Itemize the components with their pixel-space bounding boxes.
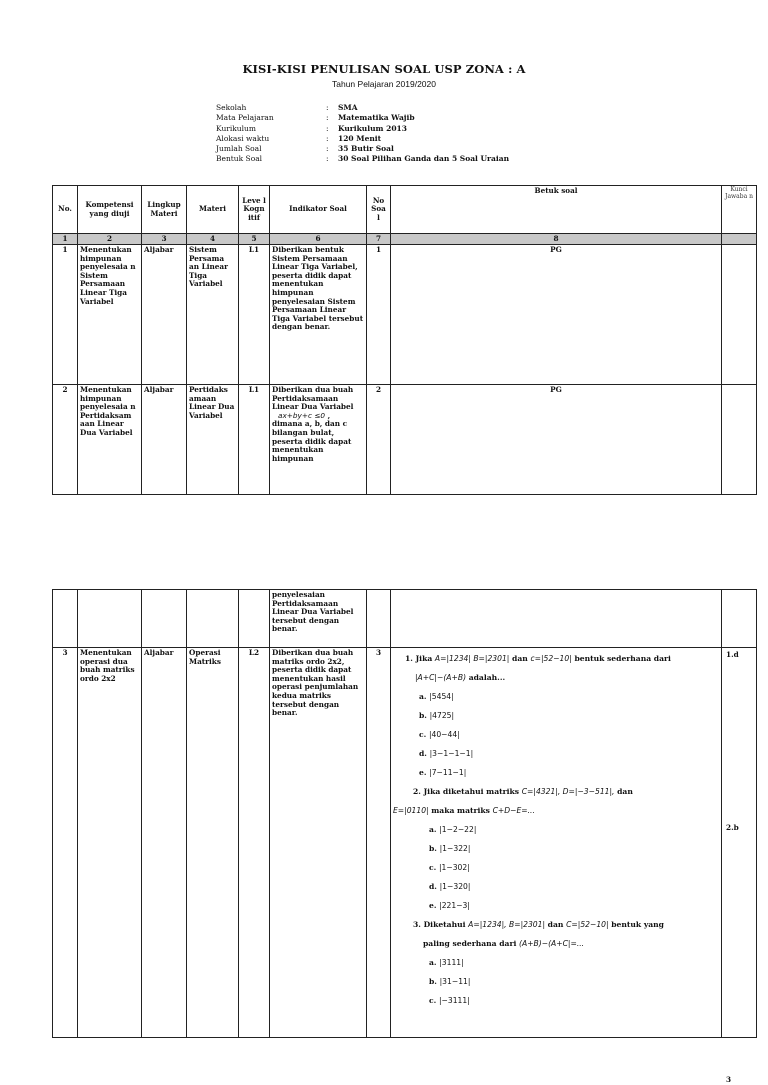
question-formula: (A+B)−(A+C|=... — [519, 939, 585, 948]
page-title: KISI-KISI PENULISAN SOAL USP ZONA : A — [242, 62, 526, 76]
option-value: |1−322| — [439, 844, 471, 853]
option-label: c. — [429, 863, 437, 872]
cont-cell — [142, 590, 187, 648]
row-kunci — [722, 648, 757, 1084]
kunci-answer: 3 — [726, 1075, 732, 1084]
row-bentuk: PG — [391, 245, 722, 385]
question-stem-cont — [393, 934, 719, 953]
option-value: |3−1−1−1| — [429, 749, 474, 758]
col-number: 3 — [142, 234, 187, 245]
question-text: paling sederhana dari — [423, 939, 517, 948]
row-no: 1 — [53, 245, 78, 385]
row-lingkup: Aljabar — [142, 385, 187, 495]
row-lingkup: Aljabar — [142, 648, 187, 1038]
row-kompetensi: Menentukan himpunan penyelesaia n Sistem Persamaan Linear Tiga Variabel — [78, 245, 142, 385]
col-number: 8 — [391, 234, 722, 245]
row-kunci — [722, 385, 757, 495]
row-indikator: Diberikan dua buah matriks ordo 2x2, peserta didik dapat menentukan hasil operasi penjumlahan kedua matriks tersebut dengan benar. — [270, 648, 367, 1038]
option-label: c. — [419, 730, 427, 739]
row-kompetensi: Menentukan operasi dua buah matriks ordo 2x2 — [78, 648, 142, 1038]
question-text: dan — [512, 654, 528, 663]
question-stem — [393, 915, 719, 934]
header-materi: Materi — [187, 186, 239, 234]
question-formula: C=|4321|, D=|−3−511|, — [521, 787, 615, 796]
option-value: |1−302| — [438, 863, 470, 872]
answer-option — [393, 858, 719, 877]
info-row — [216, 124, 509, 134]
info-key: Mata Pelajaran — [216, 113, 274, 123]
header-kunci: Kunci Jawaba n — [722, 186, 757, 234]
info-key: Bentuk Soal — [216, 154, 263, 164]
page-subtitle: Tahun Pelajaran 2019/2020 — [332, 79, 436, 89]
answer-option — [393, 763, 719, 782]
header-level: Leve l Kogn itif — [239, 186, 270, 234]
row-nosoal: 2 — [367, 385, 391, 495]
question-text: maka matriks — [431, 806, 490, 815]
answer-option — [393, 687, 719, 706]
question-formula: C=|52−10| — [566, 920, 609, 929]
answer-option — [393, 725, 719, 744]
question-formula: C+D−E=... — [492, 806, 535, 815]
question-text: dan — [617, 787, 633, 796]
option-value: |1−320| — [439, 882, 471, 891]
question-text: bentuk sederhana dari — [574, 654, 671, 663]
option-value: |31−11| — [439, 977, 471, 986]
row-indikator: Diberikan bentuk Sistem Persamaan Linear Tiga Variabel, peserta didik dapat menentukan himpunan penyelesaian Sistem Persamaan Linear Tiga Variabel tersebut dengan benar. — [270, 245, 367, 385]
row-lingkup: Aljabar — [142, 245, 187, 385]
answer-option — [393, 820, 719, 839]
info-value: 120 Menit — [338, 133, 382, 143]
cont-cell — [53, 590, 78, 648]
option-value: |−3111| — [438, 996, 470, 1005]
question-formula: A=|1234|, B=|2301| — [468, 920, 546, 929]
option-value: |40−44| — [428, 730, 460, 739]
info-value: SMA — [338, 103, 358, 112]
col-number: 1 — [53, 234, 78, 245]
question-formula: E=|0110| — [393, 806, 429, 815]
row-kompetensi: Menentukan himpunan penyelesaia n Pertidaksam aan Linear Dua Variabel — [78, 385, 142, 495]
option-label: d. — [419, 749, 427, 758]
col-number: 2 — [78, 234, 142, 245]
row-level: L2 — [239, 648, 270, 1038]
info-key: Alokasi waktu — [216, 133, 270, 143]
question-formula: A=|1234| B=|2301| — [434, 654, 510, 663]
question-text: Jika — [415, 654, 433, 663]
option-value: |5454| — [429, 692, 454, 701]
row-kunci — [722, 245, 757, 385]
option-value: |4725| — [429, 711, 455, 720]
question-stem — [393, 649, 719, 668]
question-stem-cont — [393, 801, 719, 820]
answer-option — [393, 877, 719, 896]
row-no: 2 — [53, 385, 78, 495]
row-indikator: penyelesaian Pertidaksamaan Linear Dua Variabel tersebut dengan benar. — [270, 590, 367, 648]
indikator-text: Diberikan dua buah Pertidaksamaan Linear Dua Variabel — [272, 385, 354, 412]
cont-cell — [78, 590, 142, 648]
answer-option — [393, 706, 719, 725]
info-row — [216, 154, 509, 164]
question-number: 1. — [405, 654, 413, 663]
table-row-continued — [53, 590, 757, 648]
option-value: |7−11−1| — [429, 768, 467, 777]
info-colon: : — [326, 123, 329, 133]
indikator-text: dimana a, b, dan c bilangan bulat, peserta didik dapat menentukan himpunan — [272, 419, 352, 463]
answer-option — [393, 839, 719, 858]
option-label: a. — [429, 958, 437, 967]
question-text: Diketahui — [423, 920, 466, 929]
option-label: a. — [429, 825, 437, 834]
cont-cell — [239, 590, 270, 648]
inequality-formula: ax+by+c ≤0 — [278, 410, 326, 420]
col-number: 6 — [270, 234, 367, 245]
option-value: |3111| — [439, 958, 464, 967]
answer-option — [393, 896, 719, 915]
kunci-answer: 2.b — [726, 823, 739, 832]
option-label: d. — [429, 882, 437, 891]
row-materi: Sistem Persama an Linear Tiga Variabel — [187, 245, 239, 385]
question-number: 2. — [413, 787, 421, 796]
row-no: 3 — [53, 648, 78, 1038]
option-value: |221−3| — [439, 901, 470, 910]
option-label: b. — [429, 977, 437, 986]
info-colon: : — [326, 144, 329, 154]
question-text: Jika diketahui matriks — [423, 787, 520, 796]
row-materi: Pertidaks amaan Linear Dua Variabel — [187, 385, 239, 495]
row-level: L1 — [239, 245, 270, 385]
col-number: 4 — [187, 234, 239, 245]
question-formula: |A+C|−(A+B) — [415, 673, 467, 682]
info-colon: : — [326, 113, 329, 123]
question-cell — [391, 648, 722, 1038]
question-formula: c=|52−10| — [530, 654, 572, 663]
cont-cell — [187, 590, 239, 648]
row-materi: Operasi Matriks — [187, 648, 239, 1038]
col-number: 7 — [367, 234, 391, 245]
col-number-empty — [722, 234, 757, 245]
info-value: Kurikulum 2013 — [338, 123, 407, 133]
header-kompetensi: Kompetensi yang diuji — [78, 186, 142, 234]
header-lingkup: Lingkup Materi — [142, 186, 187, 234]
table-row — [53, 648, 757, 1038]
cont-cell — [722, 590, 757, 648]
question-stem-cont — [393, 668, 719, 687]
option-label: c. — [429, 996, 437, 1005]
kisi-table-page2 — [52, 589, 757, 1084]
row-nosoal: 1 — [367, 245, 391, 385]
info-value: Matematika Wajib — [338, 113, 415, 123]
option-value: |1−2−22| — [439, 825, 477, 834]
info-key: Kurikulum — [216, 123, 256, 133]
option-label: b. — [429, 844, 437, 853]
table-row — [53, 385, 757, 495]
header-no: No. — [53, 186, 78, 234]
option-label: b. — [419, 711, 427, 720]
table-row — [53, 245, 757, 385]
row-indikator — [270, 385, 367, 495]
option-label: e. — [429, 901, 437, 910]
info-key: Sekolah — [216, 103, 247, 112]
info-colon: : — [326, 133, 329, 143]
header-nosoal: No Soa l — [367, 186, 391, 234]
question-text: adalah... — [468, 673, 506, 682]
answer-option — [393, 991, 719, 1010]
cont-cell — [391, 590, 722, 648]
option-label: e. — [419, 768, 427, 777]
info-row — [216, 144, 509, 154]
info-key: Jumlah Soal — [216, 144, 262, 154]
info-colon: : — [326, 154, 329, 164]
info-row — [216, 103, 509, 113]
row-level: L1 — [239, 385, 270, 495]
info-value: 35 Butir Soal — [338, 144, 394, 154]
header-row — [53, 186, 757, 234]
info-row — [216, 134, 509, 144]
info-colon: : — [326, 103, 329, 112]
kisi-table-page1 — [52, 185, 757, 495]
info-block — [216, 103, 509, 165]
header-indikator: Indikator Soal — [270, 186, 367, 234]
row-nosoal: 3 — [367, 648, 391, 1038]
col-number: 5 — [239, 234, 270, 245]
header-bentuk: Betuk soal — [391, 186, 722, 234]
cont-cell — [367, 590, 391, 648]
info-value: 30 Soal Pilihan Ganda dan 5 Soal Uraian — [338, 154, 510, 164]
formula-comma: , — [327, 410, 331, 420]
question-text: dan — [547, 920, 564, 929]
option-label: a. — [419, 692, 427, 701]
answer-option — [393, 972, 719, 991]
question-stem — [393, 782, 719, 801]
answer-option — [393, 953, 719, 972]
question-number: 3. — [413, 920, 421, 929]
question-text: bentuk yang — [611, 920, 664, 929]
answer-option — [393, 744, 719, 763]
row-bentuk: PG — [391, 385, 722, 495]
column-number-row — [53, 234, 757, 245]
kunci-answer: 1.d — [726, 650, 739, 659]
info-row — [216, 113, 509, 123]
